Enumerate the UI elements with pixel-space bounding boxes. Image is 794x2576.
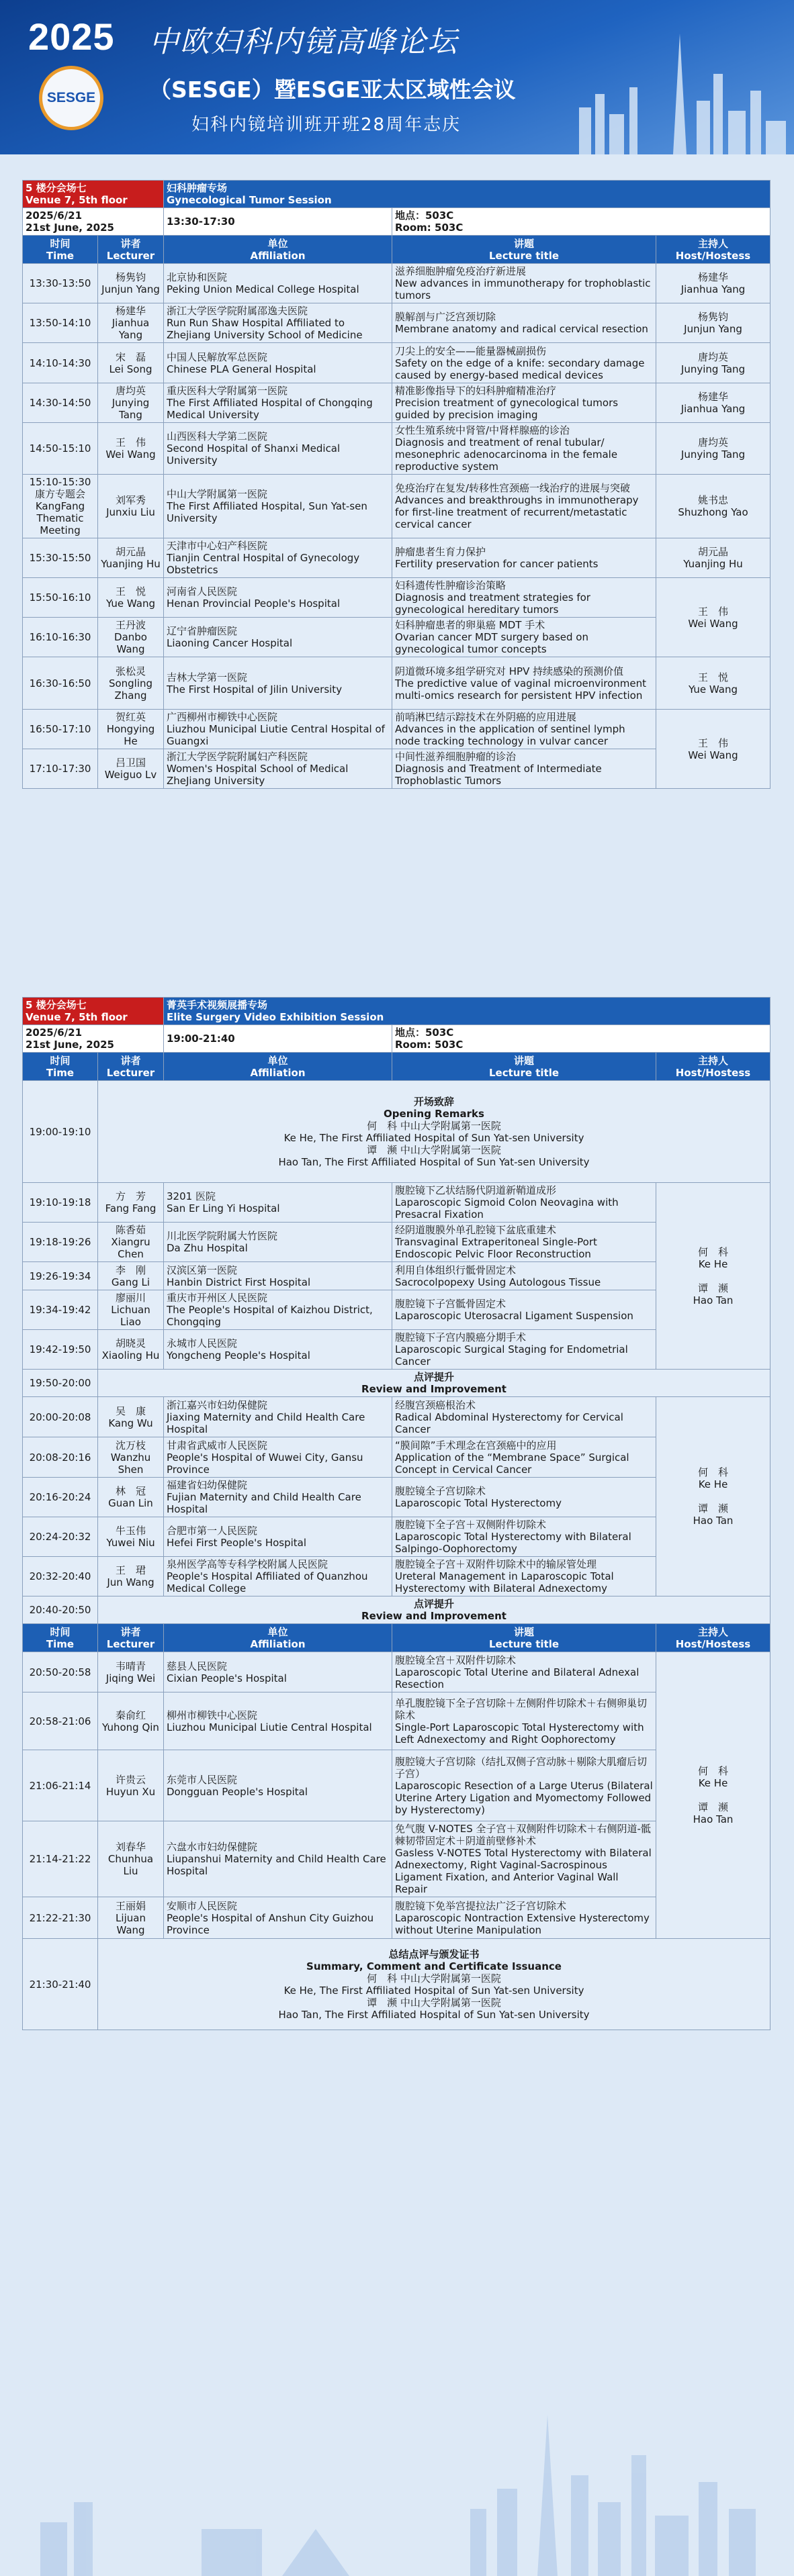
session-room: 地点：503C Room: 503C: [392, 208, 770, 236]
session-title: 菁英手术视频展播专场 Elite Surgery Video Exhibition Session: [164, 998, 770, 1025]
table-header: 时间 Time 讲者 Lecturer 单位 Affiliation 讲题 Lecture title 主持人 Host/Hostess: [23, 236, 770, 264]
table-row: 19:26-19:34 李 刚 Gang Li 汉滨区第一医院 Hanbin District First Hospital 利用自体组织行骶骨固定术 Sacrocolpopexy Using Autologous Tissue: [23, 1262, 770, 1290]
table-row: 14:50-15:10 王 伟 Wei Wang 山西医科大学第二医院 Second Hospital of Shanxi Medical University 女性生殖系统中肾管/中肾样腺癌的诊治 Diagnosis and treatment of renal tubular/ mesonephric adenocarcinoma in the female reproductive system 唐均英 Junying Tang: [23, 423, 770, 475]
table-row: 20:50-20:58 韦晴青 Jiqing Wei 慈县人民医院 Cixian People's Hospital 腹腔镜全宫＋双附件切除术 Laparoscopic Total Uterine and Bilateral Adnexal Resection 何 科 Ke He 谭 濒 Hao Tan: [23, 1652, 770, 1692]
host-cell: 唐均英 Junying Tang: [656, 343, 770, 383]
schedule-table-1: [22, 180, 770, 789]
venue-label: 5 楼分会场七 Venue 7, 5th floor: [23, 181, 164, 208]
table-row: 20:58-21:06 秦俞红 Yuhong Qin 柳州市柳铁中心医院 Liuzhou Municipal Liutie Central Hospital 单孔腹腔镜下全子宫切除＋左侧附件切除术＋右侧卵巢切除术 Single-Port Laparoscopic Total Hysterectomy with Left Adnexectomy and Right Oophorectomy: [23, 1692, 770, 1750]
session-date: 2025/6/21 21st June, 2025: [23, 208, 164, 236]
table-row: 14:30-14:50 唐均英 Junying Tang 重庆医科大学附属第一医院 The First Affiliated Hospital of Chongqing Medical University 精准影像指导下的妇科肿瘤精准治疗 Precision treatment of gynecological tumors guided by precision imaging 杨建华 Jianhua Yang: [23, 383, 770, 423]
session-room: 地点：503C Room: 503C: [392, 1025, 770, 1053]
table-row: 21:06-21:14 许贵云 Huyun Xu 东莞市人民医院 Dongguan People's Hospital 腹腔镜大子宫切除（结扎双侧子宫动脉＋剔除大肌瘤后切子宫） Laparoscopic Resection of a Large Uterus (Bilateral Uterine Artery Ligation and Myomectomy Followed by Hysterectomy): [23, 1750, 770, 1821]
footer-skyline-graphic: [0, 2375, 794, 2576]
conference-title: （SESGE）暨ESGE亚太区域性会议: [149, 77, 516, 103]
host-cell: 杨隽钧 Junjun Yang: [656, 303, 770, 343]
venue-label: 5 楼分会场七 Venue 7, 5th floor: [23, 998, 164, 1025]
table-row: 17:10-17:30 吕卫国 Weiguo Lv 浙江大学医学院附属妇产科医院 Women's Hospital School of Medical ZheJiang University 中间性滋养细胞肿瘤的诊治 Diagnosis and Treatment of Intermediate Trophoblastic Tumors: [23, 749, 770, 789]
header-banner: [0, 0, 794, 154]
session-time: 13:30-17:30: [164, 208, 392, 236]
table-header: 时间 Time 讲者 Lecturer 单位 Affiliation 讲题 Lecture title 主持人 Host/Hostess: [23, 1624, 770, 1652]
table-row: 20:16-20:24 林 冠 Guan Lin 福建省妇幼保健院 Fujian Maternity and Child Health Care Hospital 腹腔镜全子宫切除术 Laparoscopic Total Hysterectomy: [23, 1478, 770, 1517]
forum-calligraphy-title: 中欧妇科内镜高峰论坛: [149, 25, 458, 59]
table-row: 15:10-15:30 康方专题会 KangFang Thematic Meeting 刘军秀 Junxiu Liu 中山大学附属第一医院 The First Affiliated Hospital, Sun Yat-sen University 免疫治疗在复发/转移性宫颈癌一线治疗的进展与突破 Advances and breakthroughs in immunotherapy for first-line treatment of recurrent/metastatic cervical cancer 姚书忠 Shuzhong Yao: [23, 475, 770, 538]
table-row: 16:50-17:10 贺红英 Hongying He 广西柳州市柳铁中心医院 Liuzhou Municipal Liutie Central Hospital of Guangxi 前哨淋巴结示踪技术在外阴癌的应用进展 Advances in the application of sentinel lymph node tracking technology in vulvar cancer 王 伟 Wei Wang: [23, 710, 770, 749]
table-row: 14:10-14:30 宋 磊 Lei Song 中国人民解放军总医院 Chinese PLA General Hospital 刀尖上的安全——能量器械副损伤 Safety on the edge of a knife: secondary damage caused by energy-based medical devices 唐均英 Junying Tang: [23, 343, 770, 383]
host-cell: 何 科 Ke He 谭 濒 Hao Tan: [656, 1397, 770, 1596]
host-cell: 王 伟 Wei Wang: [656, 710, 770, 789]
session-date: 2025/6/21 21st June, 2025: [23, 1025, 164, 1053]
schedule-table-2: [22, 997, 770, 2030]
sesge-logo: SESGE: [39, 66, 103, 130]
table-row: 20:00-20:08 吴 康 Kang Wu 浙江嘉兴市妇幼保健院 Jiaxing Maternity and Child Health Care Hospital 经腹宫颈癌根治术 Radical Abdominal Hysterectomy for Cervical Cancer 何 科 Ke He 谭 濒 Hao Tan: [23, 1397, 770, 1437]
elite-video-session: [22, 997, 770, 2030]
host-cell: 姚书忠 Shuzhong Yao: [656, 475, 770, 538]
plenary-row: 21:30-21:40 总结点评与颁发证书 Summary, Comment and Certificate Issuance 何 科 中山大学附属第一医院 Ke He, The First Affiliated Hospital of Sun Yat-sen University 谭 濒 中山大学附属第一医院 Hao Tan, The First Affiliated Hospital of Sun Yat-sen University: [23, 1939, 770, 2030]
table-row: 19:10-19:18 方 芳 Fang Fang 3201 医院 San Er Ling Yi Hospital 腹腔镜下乙状结肠代阴道新鞘道成形 Laparoscopic Sigmoid Colon Neovagina with Presacral Fixation 何 科 Ke He 谭 濒 Hao Tan: [23, 1183, 770, 1223]
table-row: 19:18-19:26 陈香茹 Xiangru Chen 川北医学院附属大竹医院 Da Zhu Hospital 经阴道腹膜外单孔腔镜下盆底重建术 Transvaginal Extraperitoneal Single-Port Endoscopic Pelvic Floor Reconstruction: [23, 1223, 770, 1262]
anniversary-subtitle: 妇科内镜培训班开班28周年志庆: [191, 115, 461, 135]
table-row: 13:30-13:50 杨隽钧 Junjun Yang 北京协和医院 Peking Union Medical College Hospital 滋养细胞肿瘤免疫治疗新进展 New advances in immunotherapy for trophoblastic tumors 杨建华 Jianhua Yang: [23, 264, 770, 303]
gyn-tumor-session: [22, 180, 770, 789]
host-cell: 王 伟 Wei Wang: [656, 578, 770, 657]
table-row: 16:10-16:30 王丹波 Danbo Wang 辽宁省肿瘤医院 Liaoning Cancer Hospital 妇科肿瘤患者的卵巢癌 MDT 手术 Ovarian cancer MDT surgery based on gynecological tumor concepts: [23, 618, 770, 657]
table-row: 16:30-16:50 张松灵 Songling Zhang 吉林大学第一医院 The First Hospital of Jilin University 阴道微环境多组学研究对 HPV 持续感染的预测价值 The predictive value of vaginal microenvironment multi-omics research for persistent HPV infection 王 悦 Yue Wang: [23, 657, 770, 710]
table-row: 19:42-19:50 胡晓灵 Xiaoling Hu 永城市人民医院 Yongcheng People's Hospital 腹腔镜下子宫内膜癌分期手术 Laparoscopic Surgical Staging for Endometrial Cancer: [23, 1330, 770, 1370]
session-title: 妇科肿瘤专场 Gynecological Tumor Session: [164, 181, 770, 208]
review-row: 19:50-20:00 点评提升 Review and Improvement: [23, 1370, 770, 1397]
table-row: 20:08-20:16 沈万枝 Wanzhu Shen 甘肃省武威市人民医院 People's Hospital of Wuwei City, Gansu Province “膜间隙”手术理念在宫颈癌中的应用 Application of the “Membrane Space” Surgical Concept in Cervical Cancer: [23, 1437, 770, 1478]
table-row: 21:14-21:22 刘春华 Chunhua Liu 六盘水市妇幼保健院 Liupanshui Maternity and Child Health Care Hospital 免气腹 V-NOTES 全子宫＋双侧附件切除术＋右侧阴道-骶棘韧带固定术＋阴道前壁修补术 Gasless V-NOTES Total Hysterectomy with Bilateral Adnexectomy, Right Vaginal-Sacrospinous Ligament Fixation, and Anterior Vaginal Wall Repair: [23, 1821, 770, 1897]
plenary-row: 19:00-19:10 开场致辞 Opening Remarks 何 科 中山大学附属第一医院 Ke He, The First Affiliated Hospital of Sun Yat-sen University 谭 濒 中山大学附属第一医院 Hao Tan, The First Affiliated Hospital of Sun Yat-sen University: [23, 1081, 770, 1183]
table-row: 20:32-20:40 王 珺 Jun Wang 泉州医学高等专科学校附属人民医院 People's Hospital Affiliated of Quanzhou Medical College 腹腔镜全子宫＋双附件切除术中的输尿管处理 Ureteral Management in Laparoscopic Total Hysterectomy with Bilateral Adnexectomy: [23, 1557, 770, 1596]
table-header: 时间 Time 讲者 Lecturer 单位 Affiliation 讲题 Lecture title 主持人 Host/Hostess: [23, 1053, 770, 1081]
city-skyline-graphic: [572, 27, 794, 154]
table-row: 20:24-20:32 牛玉伟 Yuwei Niu 合肥市第一人民医院 Hefei First People's Hospital 腹腔镜下全子宫＋双侧附件切除术 Laparoscopic Total Hysterectomy with Bilateral Salpingo-Oophorectomy: [23, 1517, 770, 1557]
host-cell: 唐均英 Junying Tang: [656, 423, 770, 475]
table-row: 19:34-19:42 廖丽川 Lichuan Liao 重庆市开州区人民医院 The People's Hospital of Kaizhou District, Chongqing 腹腔镜下子宫骶骨固定术 Laparoscopic Uterosacral Ligament Suspension: [23, 1290, 770, 1330]
table-row: 21:22-21:30 王丽娟 Lijuan Wang 安顺市人民医院 People's Hospital of Anshun City Guizhou Province 腹腔镜下免举宫提拉法广泛子宫切除术 Laparoscopic Nontraction Extensive Hysterectomy without Uterine Manipulation: [23, 1897, 770, 1939]
table-row: 13:50-14:10 杨建华 Jianhua Yang 浙江大学医学院附属邵逸夫医院 Run Run Shaw Hospital Affiliated to Zhejiang University School of Medicine 膜解剖与广泛宫颈切除 Membrane anatomy and radical cervical resection 杨隽钧 Junjun Yang: [23, 303, 770, 343]
host-cell: 胡元晶 Yuanjing Hu: [656, 538, 770, 578]
host-cell: 何 科 Ke He 谭 濒 Hao Tan: [656, 1183, 770, 1370]
host-cell: 杨建华 Jianhua Yang: [656, 383, 770, 423]
host-cell: 何 科 Ke He 谭 濒 Hao Tan: [656, 1652, 770, 1939]
host-cell: 杨建华 Jianhua Yang: [656, 264, 770, 303]
review-row: 20:40-20:50 点评提升 Review and Improvement: [23, 1596, 770, 1624]
event-year: 2025: [28, 15, 115, 58]
table-row: 15:50-16:10 王 悦 Yue Wang 河南省人民医院 Henan Provincial People's Hospital 妇科遗传性肿瘤诊治策略 Diagnosis and treatment strategies for gynecological hereditary tumors 王 伟 Wei Wang: [23, 578, 770, 618]
session-time: 19:00-21:40: [164, 1025, 392, 1053]
table-row: 15:30-15:50 胡元晶 Yuanjing Hu 天津市中心妇产科医院 Tianjin Central Hospital of Gynecology Obstetrics 肿瘤患者生育力保护 Fertility preservation for cancer patients 胡元晶 Yuanjing Hu: [23, 538, 770, 578]
host-cell: 王 悦 Yue Wang: [656, 657, 770, 710]
